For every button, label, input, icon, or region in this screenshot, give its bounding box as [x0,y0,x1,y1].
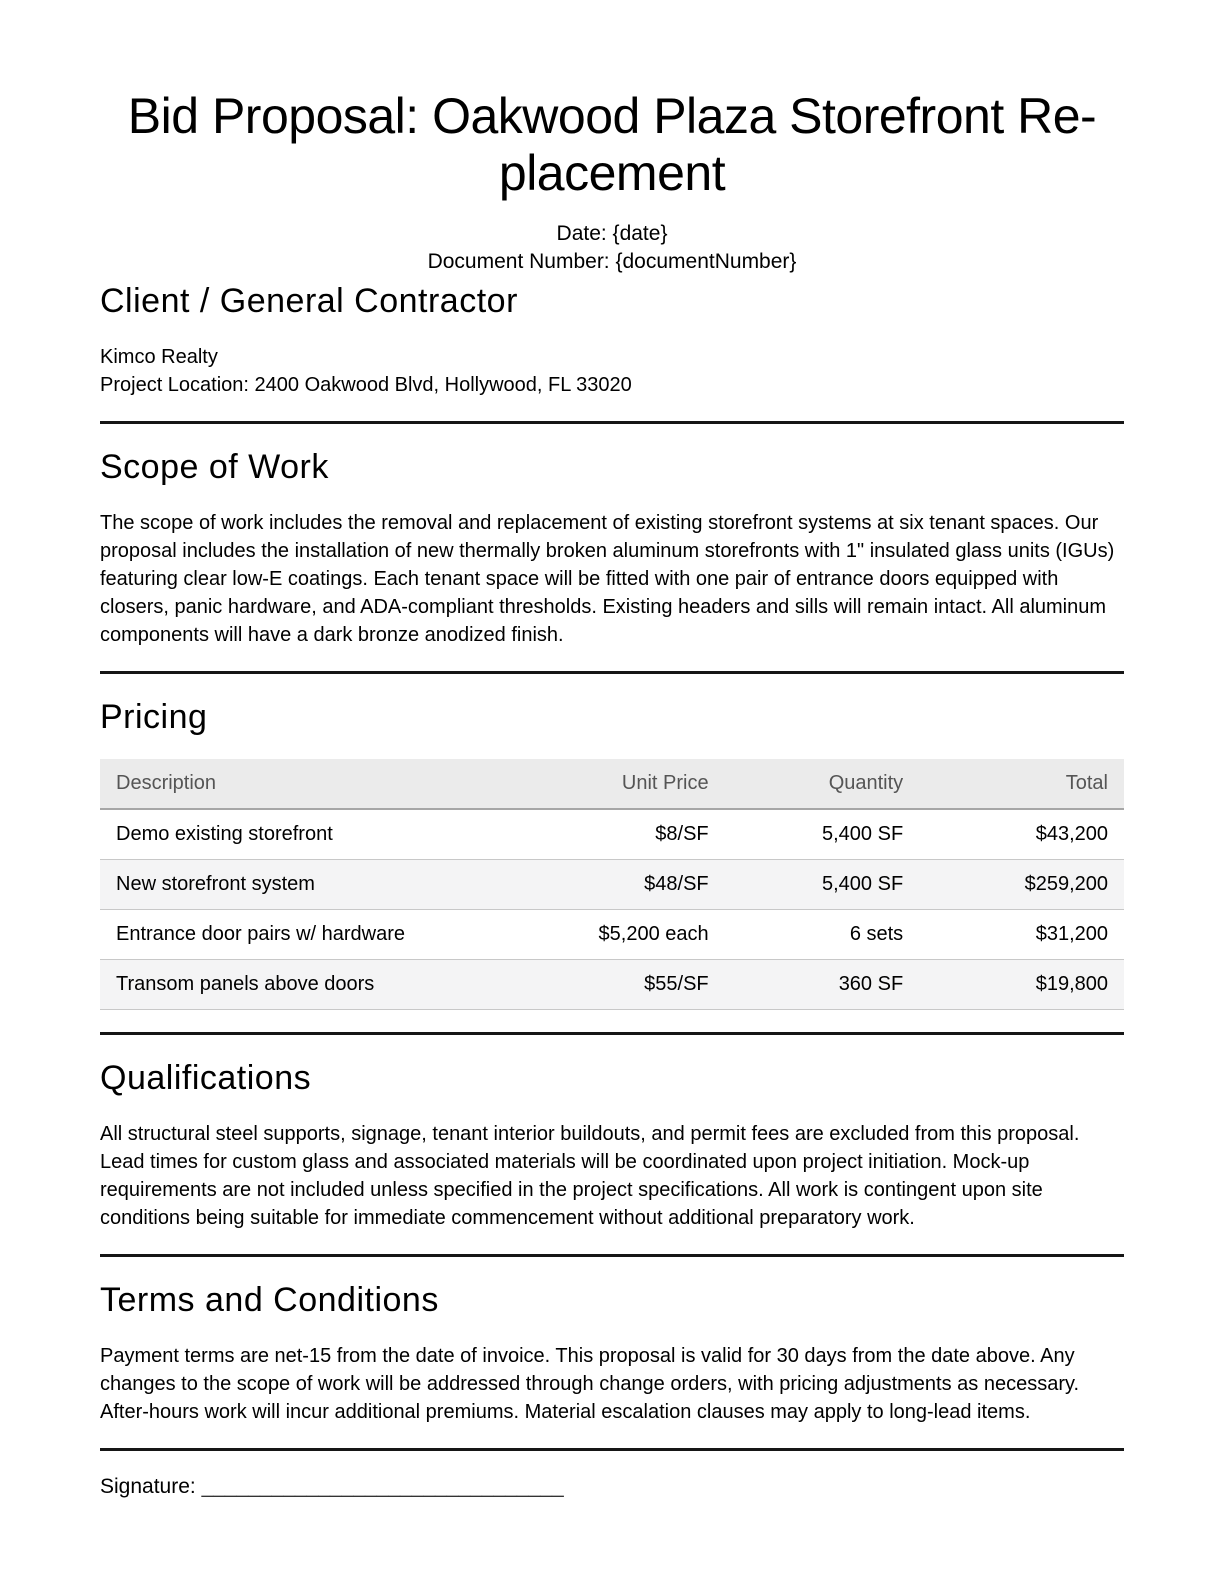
pricing-table-body [100,809,1124,1010]
client-info [100,343,1124,399]
section-divider [100,1254,1124,1257]
qualifications-paragraph: All structural steel supports, signage, tenant interior buildouts, and permit fees are excluded from this proposal. Lead times for custom glass and associated materials will be coordinated upon project initiation. Mock-up requirements are not included unless specified in the project specifications. All work is contingent upon site conditions being suitable for immediate commencement without additional preparatory work. [100,1122,1080,1229]
total-cell: $19,800 [919,959,1124,1009]
project-location: Project Location: 2400 Oakwood Blvd, Hollywood, FL 33020 [100,373,632,396]
scope-paragraph: The scope of work includes the removal and replacement of existing storefront systems at six tenant spaces. Our proposal includes the installation of new thermally broken aluminum storefronts with 1" insulated glass units (IGUs) featuring clear low-E coatings. Each tenant space will be fitted with one pair of entrance doors equipped with closers, panic hardware, and ADA-compliant thresholds. Existing headers and sills will remain intact. All aluminum components will have a dark bronze anodized finish. [100,511,1115,646]
document-title [100,88,1124,202]
column-header-total: Total [919,759,1124,809]
section-divider [100,421,1124,424]
total-cell: $31,200 [919,909,1124,959]
description-cell: New storefront system [100,859,530,909]
client-company: Kimco Realty [100,345,218,368]
section-divider [100,1032,1124,1035]
table-row [100,809,1124,860]
total-cell: $43,200 [919,809,1124,860]
document-title-line2: placement [498,145,726,201]
section-heading-terms: Terms and Conditions [100,1280,439,1319]
section-divider [100,1448,1124,1451]
unit-price-cell: $8/SF [530,809,725,860]
signature-label: Signature: [100,1474,196,1498]
table-row [100,859,1124,909]
section-heading-scope: Scope of Work [100,447,329,486]
unit-price-cell: $5,200 each [530,909,725,959]
table-header-row [100,759,1124,809]
column-header-quantity: Quantity [725,759,920,809]
section-heading-client: Client / General Contractor [100,281,518,320]
terms-paragraph: Payment terms are net-15 from the date of invoice. This proposal is valid for 30 days from the date above. Any changes to the scope of work will be addressed through change orders, with pricing adjustments as necessary. After-hours work will incur additional premiums. Material escalation clauses may apply to long-lead items. [100,1344,1080,1423]
total-cell: $259,200 [919,859,1124,909]
section-heading-pricing: Pricing [100,697,208,736]
quantity-cell: 5,400 SF [725,809,920,860]
document-number-line: Document Number: {documentNumber} [427,249,797,273]
table-row [100,959,1124,1009]
table-row [100,909,1124,959]
column-header-description: Description [100,759,530,809]
unit-price-cell: $55/SF [530,959,725,1009]
signature-block [100,1475,1124,1499]
pricing-table [100,759,1124,1010]
description-cell: Demo existing storefront [100,809,530,860]
document-title-line1: Bid Proposal: Oakwood Plaza Storefront Re- [127,88,1097,144]
date-line: Date: {date} [556,222,668,245]
description-cell: Entrance door pairs w/ hardware [100,909,530,959]
column-header-unit-price: Unit Price [530,759,725,809]
document-meta [100,220,1124,276]
quantity-cell: 5,400 SF [725,859,920,909]
section-divider [100,671,1124,674]
quantity-cell: 6 sets [725,909,920,959]
signature-blank-line: _______________________________ [201,1474,564,1498]
quantity-cell: 360 SF [725,959,920,1009]
unit-price-cell: $48/SF [530,859,725,909]
section-heading-qualifications: Qualifications [100,1058,312,1097]
pricing-table-header [100,759,1124,809]
description-cell: Transom panels above doors [100,959,530,1009]
